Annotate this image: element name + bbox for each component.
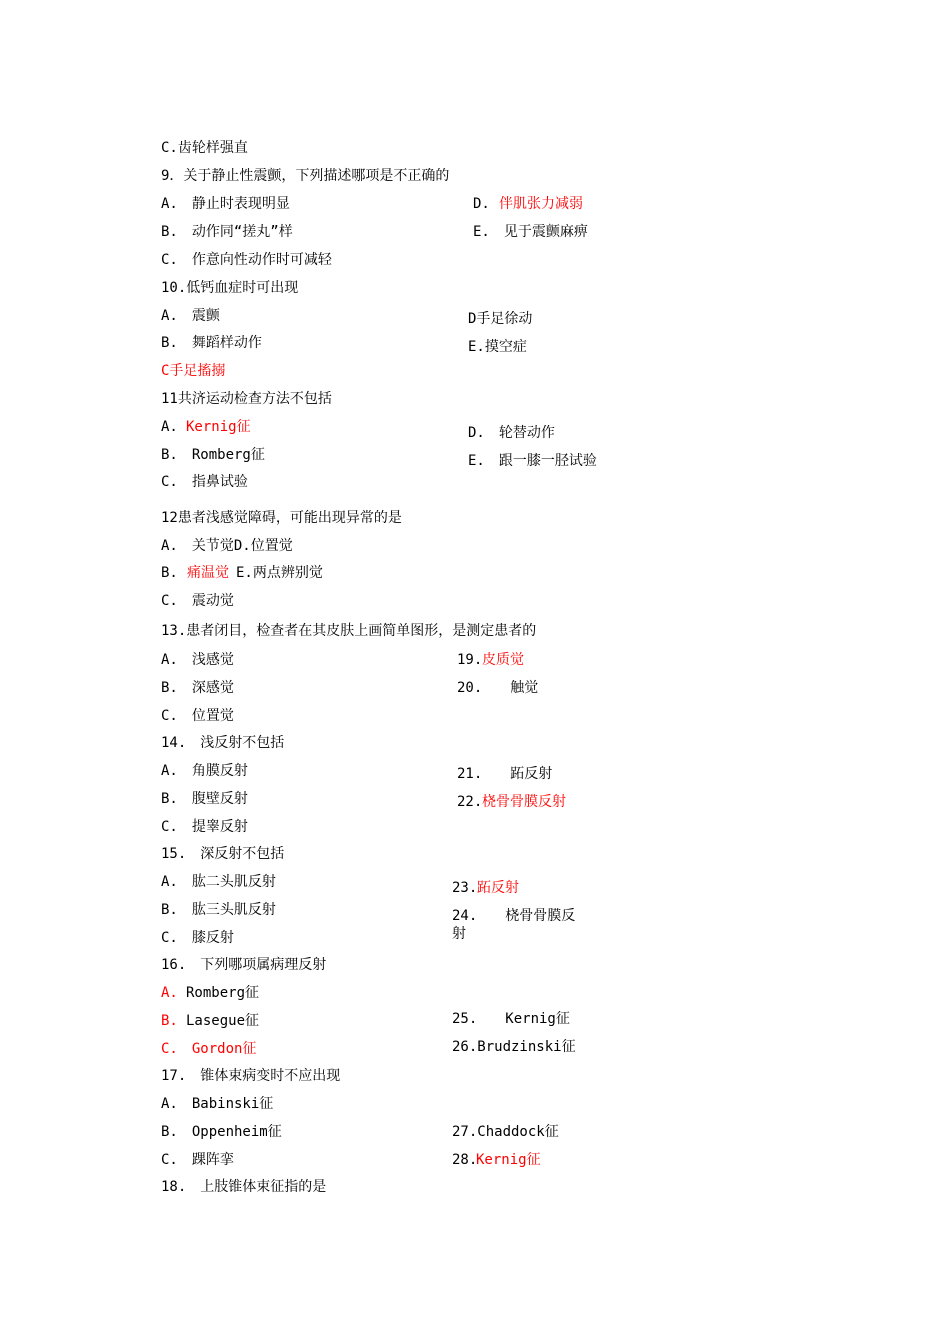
- q14-option-b: B. 腹壁反射: [161, 791, 248, 807]
- question-13: 13.患者闭目，检查者在其皮肤上画简单图形，是测定患者的: [161, 623, 537, 639]
- q10-option-a: A. 震颤: [161, 308, 220, 324]
- q9-option-a: A. 静止时表现明显: [161, 196, 290, 212]
- q16-option-b: Lasegue征: [186, 1013, 260, 1029]
- question-15: 15. 深反射不包括: [161, 846, 285, 862]
- q17-option-28-label: 28.: [452, 1152, 478, 1168]
- q11-option-b: B. Romberg征: [161, 447, 265, 463]
- question-16: 16. 下列哪项属病理反射: [161, 957, 327, 973]
- q13-option-20: 20. 触觉: [457, 680, 539, 696]
- q16-option-26: 26.Brudzinski征: [452, 1039, 576, 1055]
- q8-option-c: C.齿轮样强直: [161, 140, 248, 156]
- q17-option-a: A. Babinski征: [161, 1096, 274, 1112]
- q13-option-b: B. 深感觉: [161, 680, 234, 696]
- q14-option-21: 21. 跖反射: [457, 766, 553, 782]
- q9-option-e: E. 见于震颤麻痹: [473, 224, 588, 240]
- question-17: 17. 锥体束病变时不应出现: [161, 1068, 341, 1084]
- q10-option-d: D手足徐动: [468, 311, 533, 327]
- q14-option-a: A. 角膜反射: [161, 763, 248, 779]
- q12-option-b-answer: 痛温觉: [187, 565, 229, 581]
- q17-option-c: C. 踝阵挛: [161, 1152, 234, 1168]
- q10-option-b: B. 舞蹈样动作: [161, 335, 262, 351]
- q15-option-23-answer: 跖反射: [477, 880, 519, 896]
- q14-option-22-label: 22.: [457, 794, 483, 810]
- q9-option-c: C. 作意向性动作时可减轻: [161, 252, 332, 268]
- question-10: 10.低钙血症时可出现: [161, 280, 299, 296]
- q15-option-24-cont: 射: [452, 926, 466, 942]
- q15-option-c: C. 膝反射: [161, 930, 234, 946]
- q15-option-b: B. 肱三头肌反射: [161, 902, 276, 918]
- q17-option-b: B. Oppenheim征: [161, 1124, 282, 1140]
- q16-option-a-label: A.: [161, 985, 178, 1001]
- q13-option-19-label: 19.: [457, 652, 483, 668]
- question-11: 11共济运动检查方法不包括: [161, 391, 332, 407]
- q12-option-b-label: B.: [161, 565, 178, 581]
- q15-option-23-label: 23.: [452, 880, 478, 896]
- q12-option-a: A. 关节觉D.位置觉: [161, 538, 293, 554]
- q11-option-e: E. 跟一膝一胫试验: [468, 453, 597, 469]
- question-18: 18. 上肢锥体束征指的是: [161, 1179, 327, 1195]
- q11-option-a-answer: Kernig征: [186, 419, 251, 435]
- question-9: 9．关于静止性震颤，下列描述哪项是不正确的: [161, 168, 450, 184]
- q16-option-c-answer: C. Gordon征: [161, 1041, 257, 1057]
- q13-option-19-answer: 皮质觉: [482, 652, 524, 668]
- q11-option-a-label: A.: [161, 419, 178, 435]
- question-14: 14. 浅反射不包括: [161, 735, 285, 751]
- q17-option-28-answer: Kernig征: [476, 1152, 541, 1168]
- q15-option-24: 24. 桡骨骨膜反: [452, 908, 576, 924]
- q16-option-b-label: B.: [161, 1013, 178, 1029]
- q15-option-a: A. 肱二头肌反射: [161, 874, 276, 890]
- q11-option-c: C. 指鼻试验: [161, 474, 248, 490]
- q11-option-d: D. 轮替动作: [468, 425, 555, 441]
- question-12: 12患者浅感觉障碍，可能出现异常的是: [161, 510, 402, 526]
- q10-option-e: E.摸空症: [468, 339, 527, 355]
- q9-option-b: B. 动作同“搓丸”样: [161, 224, 293, 240]
- q9-option-d-answer: 伴肌张力减弱: [499, 196, 583, 212]
- q14-option-22-answer: 桡骨骨膜反射: [482, 794, 566, 810]
- q17-option-27: 27.Chaddock征: [452, 1124, 559, 1140]
- q10-option-c-answer: C手足搐搦: [161, 363, 226, 379]
- q14-option-c: C. 提睾反射: [161, 819, 248, 835]
- q13-option-c: C. 位置觉: [161, 708, 234, 724]
- q13-option-a: A. 浅感觉: [161, 652, 234, 668]
- q12-option-e: E.两点辨别觉: [236, 565, 323, 581]
- q16-option-a: Romberg征: [186, 985, 260, 1001]
- q16-option-25: 25. Kernig征: [452, 1011, 570, 1027]
- q12-option-c: C. 震动觉: [161, 593, 234, 609]
- q9-option-d-label: D.: [473, 196, 490, 212]
